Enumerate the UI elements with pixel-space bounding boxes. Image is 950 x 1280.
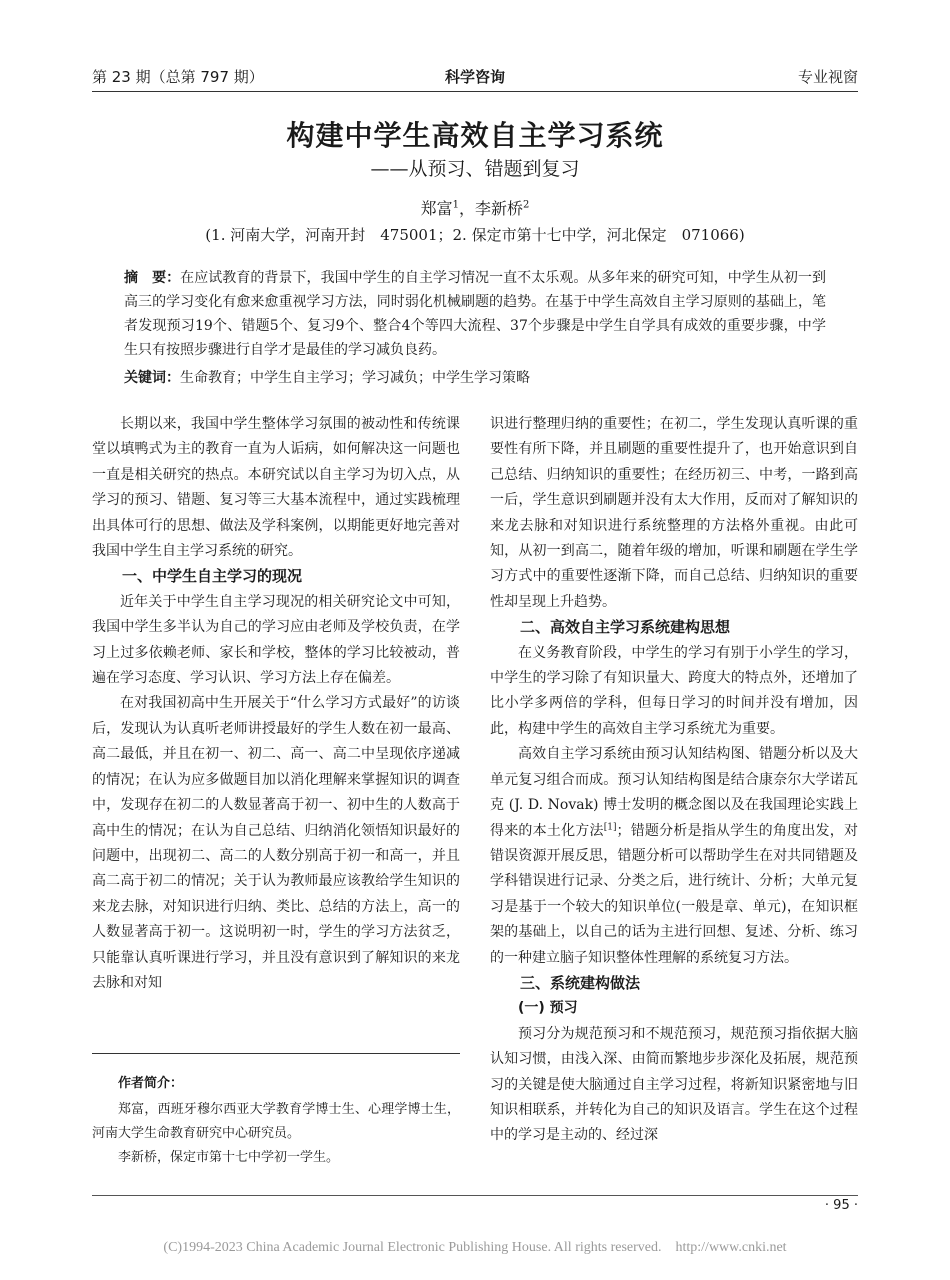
footnote-line: 郑富，西班牙穆尔西亚大学教育学博士生、心理学博士生，河南大学生命教育研究中心研究员。 bbox=[92, 1102, 460, 1141]
section-heading: 三、系统建构做法 bbox=[520, 973, 641, 992]
paragraph-text: ；错题分析是指从学生的角度出发，对错误资源开展反思，错题分析可以帮助学生在对共同错题及学科错误进行记录、分类之后，进行统计、分析；大单元复习是基于一个较大的知识单位(一般是章、单元)，在知识框架的基础上，以自己的话为主进行回想、复述、分析、练习的一种建立脑子知识整体性理解的系统复习方法。 bbox=[490, 822, 858, 966]
header-rule bbox=[92, 91, 858, 92]
author-bio-footnote bbox=[92, 1072, 460, 1170]
keywords-text: 生命教育；中学生自主学习；学习减负；中学生学习策略 bbox=[180, 370, 530, 386]
header-issue: 第 23 期（总第 797 期） bbox=[92, 68, 264, 86]
citation-ref[interactable]: [1] bbox=[603, 821, 617, 832]
abstract-text: 在应试教育的背景下，我国中学生的自主学习情况一直不太乐观。从多年来的研究可知，中学生从初一到高三的学习变化有愈来愈重视学习方法，同时弱化机械刷题的趋势。在基于中学生高效自主学习原则的基础上，笔者发现预习19个、错题5个、复习9个、整合4个等四大流程、37个步骤是中学生自学具有成效的重要步骤，中学生只有按照步骤进行自学才是最佳的学习减负良药。 bbox=[124, 270, 827, 358]
article-title: 构建中学生高效自主学习系统 bbox=[286, 119, 664, 152]
author-affil-mark: 1 bbox=[452, 199, 459, 211]
affiliation: (1. 河南大学，河南开封 475001；2. 保定市第十七中学，河北保定 071066) bbox=[205, 226, 745, 244]
page-number: · 95 · bbox=[824, 1198, 858, 1213]
paragraph: 预习分为规范预习和不规范预习，规范预习指依据大脑认知习惯，由浅入深、由简而繁地步步深化及拓展，规范预习的关键是使大脑通过自主学习过程，将新知识紧密地与旧知识相联系，并转化为自己的知识及语言。学生在这个过程中的学习是主动的、经过深 bbox=[490, 1025, 858, 1144]
right-column bbox=[490, 412, 858, 1149]
header-column: 专业视窗 bbox=[797, 68, 858, 86]
copyright-notice: (C)1994-2023 China Academic Journal Electronic Publishing House. All rights reserved. http://www.cnki.net bbox=[163, 1240, 787, 1255]
keywords-label: 关键词： bbox=[124, 370, 180, 386]
left-column bbox=[92, 412, 460, 996]
author-name: 郑富 bbox=[420, 199, 453, 218]
abstract-label: 摘 要： bbox=[124, 270, 181, 286]
keywords bbox=[124, 368, 826, 388]
paragraph: 在对我国初高中生开展关于“什么学习方式最好”的访谈后，发现认为认真听老师讲授最好的学生人数在初一最高、高二最低，并且在初一、初二、高一、高二中呈现依序递减的情况；在认为应多做题目加以消化理解来掌握知识的调查中，发现存在初二的人数显著高于初一、初中生的人数高于高中生的情况；在认为自己总结、归纳消化领悟知识最好的问题中，出现初二、高二的人数分别高于初一和高一，并且高二高于初二的情况；关于认为教师最应该教给学生知识的来龙去脉，对知识进行归纳、类比、总结的方法上，高一的人数显著高于初一。这说明初一时，学生的学习方法贫乏，只能靠认真听课进行学习，并且没有意识到了解知识的来龙去脉和对知 bbox=[92, 695, 460, 991]
header-journal: 科学咨询 bbox=[444, 68, 505, 86]
paragraph: 长期以来，我国中学生整体学习氛围的被动性和传统课堂以填鸭式为主的教育一直为人诟病，如何解决这一问题也一直是相关研究的热点。本研究试以自主学习为切入点，从学习的预习、错题、复习等三大基本流程中，通过实践梳理出具体可行的思想、做法及学科案例，以期能更好地完善对我国中学生自主学习系统的研究。 bbox=[92, 416, 460, 560]
paragraph bbox=[490, 742, 858, 971]
footnote-title: 作者简介： bbox=[118, 1076, 184, 1091]
abstract bbox=[124, 266, 826, 362]
section-heading: 一、中学生自主学习的现况 bbox=[122, 567, 303, 586]
paragraph-text: 高效自主学习系统由预习认知结构图、错题分析以及大单元复习组合而成。预习认知结构图是结合康奈尔大学诺瓦克 (J. D. Novak) 博士发明的概念图以及在我国理论实践上得来的本土化方法 bbox=[490, 746, 858, 839]
footer-rule bbox=[92, 1195, 858, 1196]
subsection-heading: (一) 预习 bbox=[518, 1000, 578, 1017]
footnote-rule bbox=[92, 1053, 460, 1054]
author-affil-mark: 2 bbox=[523, 199, 530, 211]
paragraph: 近年关于中学生自主学习现况的相关研究论文中可知，我国中学生多半认为自己的学习应由老师及学校负责，在学习上过多依赖老师、家长和学校，整体的学习比较被动，普遍在学习态度、学习认识、学习方法上存在偏差。 bbox=[92, 593, 460, 687]
author-separator: ， bbox=[458, 199, 475, 218]
section-heading: 二、高效自主学习系统建构思想 bbox=[520, 618, 731, 637]
footnote-line: 李新桥，保定市第十七中学初一学生。 bbox=[118, 1150, 340, 1165]
author-name: 李新桥 bbox=[475, 199, 524, 218]
paragraph: 识进行整理归纳的重要性；在初二，学生发现认真听课的重要性有所下降，并且刷题的重要性提升了，也开始意识到自己总结、归纳知识的重要性；在经历初三、中考，一路到高一后，学生意识到刷题并没有太大作用，反而对了解知识的来龙去脉和对知识进行系统整理的方法格外重视。由此可知，从初一到高二，随着年级的增加，听课和刷题在学生学习方式中的重要性逐渐下降，而自己总结、归纳知识的重要性却呈现上升趋势。 bbox=[490, 416, 858, 610]
author-list bbox=[0, 196, 950, 219]
article-subtitle: ——从预习、错题到复习 bbox=[370, 158, 580, 180]
paragraph: 在义务教育阶段，中学生的学习有别于小学生的学习，中学生的学习除了有知识量大、跨度大的特点外，还增加了比小学多两倍的学科，但每日学习的时间并没有增加，因此，构建中学生的高效自主学习系统尤为重要。 bbox=[490, 644, 858, 737]
